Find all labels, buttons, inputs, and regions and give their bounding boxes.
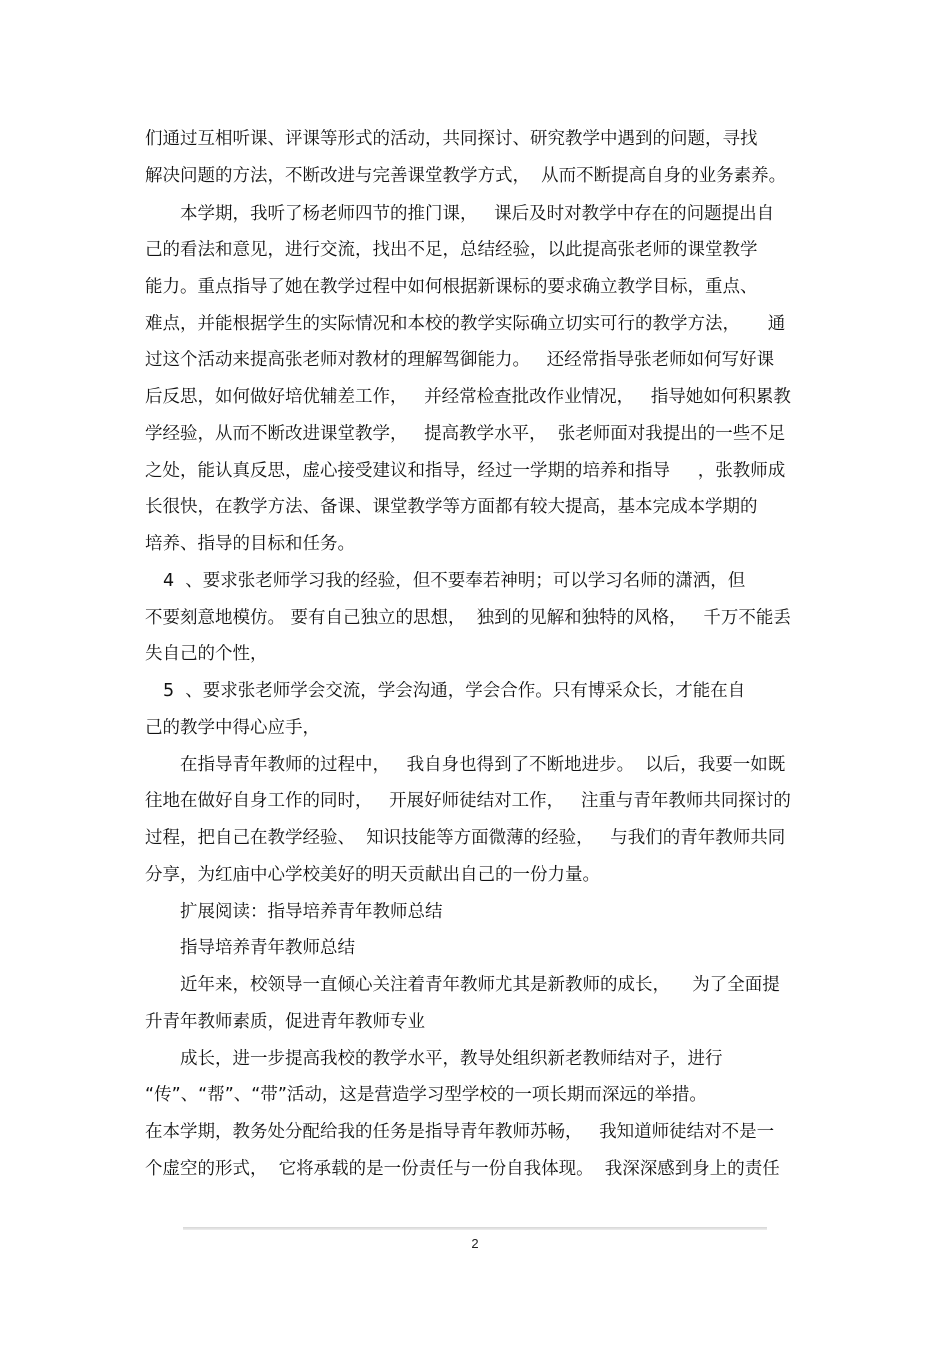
text-line: 5 、要求张老师学会交流，学会沟通，学会合作。只有博采众长，才能在自 <box>163 681 746 701</box>
text-line: 过程，把自己在教学经验、 知识技能等方面微薄的经验， 与我们的青年教师共同 <box>145 828 786 848</box>
text-line: 近年来，校领导一直倾心关注着青年教师尤其是新教师的成长， 为了全面提 <box>180 975 780 995</box>
text-line: 之处，能认真反思，虚心接受建议和指导，经过一学期的培养和指导 ，张教师成 <box>145 461 786 481</box>
text-line: 分享，为红庙中心学校美好的明天贡献出自己的一份力量。 <box>145 865 600 885</box>
text-line: 能力。重点指导了她在教学过程中如何根据新课标的要求确立教学目标，重点、 <box>145 277 758 297</box>
text-line: “传”、“帮”、“带”活动，这是营造学习型学校的一项长期而深远的举措。 <box>145 1085 707 1105</box>
text-line: 在指导青年教师的过程中， 我自身也得到了不断地进步。 以后，我要一如既 <box>180 755 786 775</box>
extended-reading-heading: 扩展阅读：指导培养青年教师总结 <box>180 902 443 922</box>
text-line: 不要刻意地模仿。 要有自己独立的思想， 独到的见解和独特的风格， 千万不能丢 <box>145 608 791 628</box>
footer-divider <box>183 1227 767 1230</box>
text-line: 失自己的个性， <box>145 644 268 664</box>
text-line: 过这个活动来提高张老师对教材的理解驾御能力。 还经常指导张老师如何写好课 <box>145 350 775 370</box>
text-line: 升青年教师素质，促进青年教师专业 <box>145 1012 425 1032</box>
text-line: 学经验，从而不断改进课堂教学， 提高教学水平， 张老师面对我提出的一些不足 <box>145 424 786 444</box>
text-line: 后反思，如何做好培优辅差工作， 并经常检查批改作业情况， 指导她如何积累教 <box>145 387 791 407</box>
text-line: 们通过互相听课、评课等形式的活动，共同探讨、研究教学中遇到的问题，寻找 <box>145 129 758 149</box>
text-line: 长很快，在教学方法、备课、课堂教学等方面都有较大提高，基本完成本学期的 <box>145 497 758 517</box>
text-line: 在本学期，教务处分配给我的任务是指导青年教师苏畅， 我知道师徒结对不是一 <box>145 1122 775 1142</box>
text-line: 难点，并能根据学生的实际情况和本校的教学实际确立切实可行的教学方法， 通 <box>145 314 786 334</box>
page-number: 2 <box>471 1236 479 1251</box>
text-line: 成长，进一步提高我校的教学水平，教导处组织新老教师结对子，进行 <box>180 1049 723 1069</box>
text-line: 往地在做好自身工作的同时， 开展好师徒结对工作， 注重与青年教师共同探讨的 <box>145 791 791 811</box>
text-line: 本学期，我听了杨老师四节的推门课， 课后及时对教学中存在的问题提出自 <box>180 204 775 224</box>
text-line: 个虚空的形式， 它将承载的是一份责任与一份自我体现。 我深深感到身上的责任 <box>145 1159 780 1179</box>
text-line: 4 、要求张老师学习我的经验，但不要奉若神明；可以学习名师的潇洒，但 <box>163 571 746 591</box>
section-title: 指导培养青年教师总结 <box>180 938 355 958</box>
text-line: 解决问题的方法，不断改进与完善课堂教学方式， 从而不断提高自身的业务素养。 <box>145 166 787 186</box>
text-line: 己的看法和意见，进行交流，找出不足，总结经验，以此提高张老师的课堂教学 <box>145 240 758 260</box>
text-line: 己的教学中得心应手， <box>145 718 320 738</box>
text-line: 培养、指导的目标和任务。 <box>145 534 355 554</box>
